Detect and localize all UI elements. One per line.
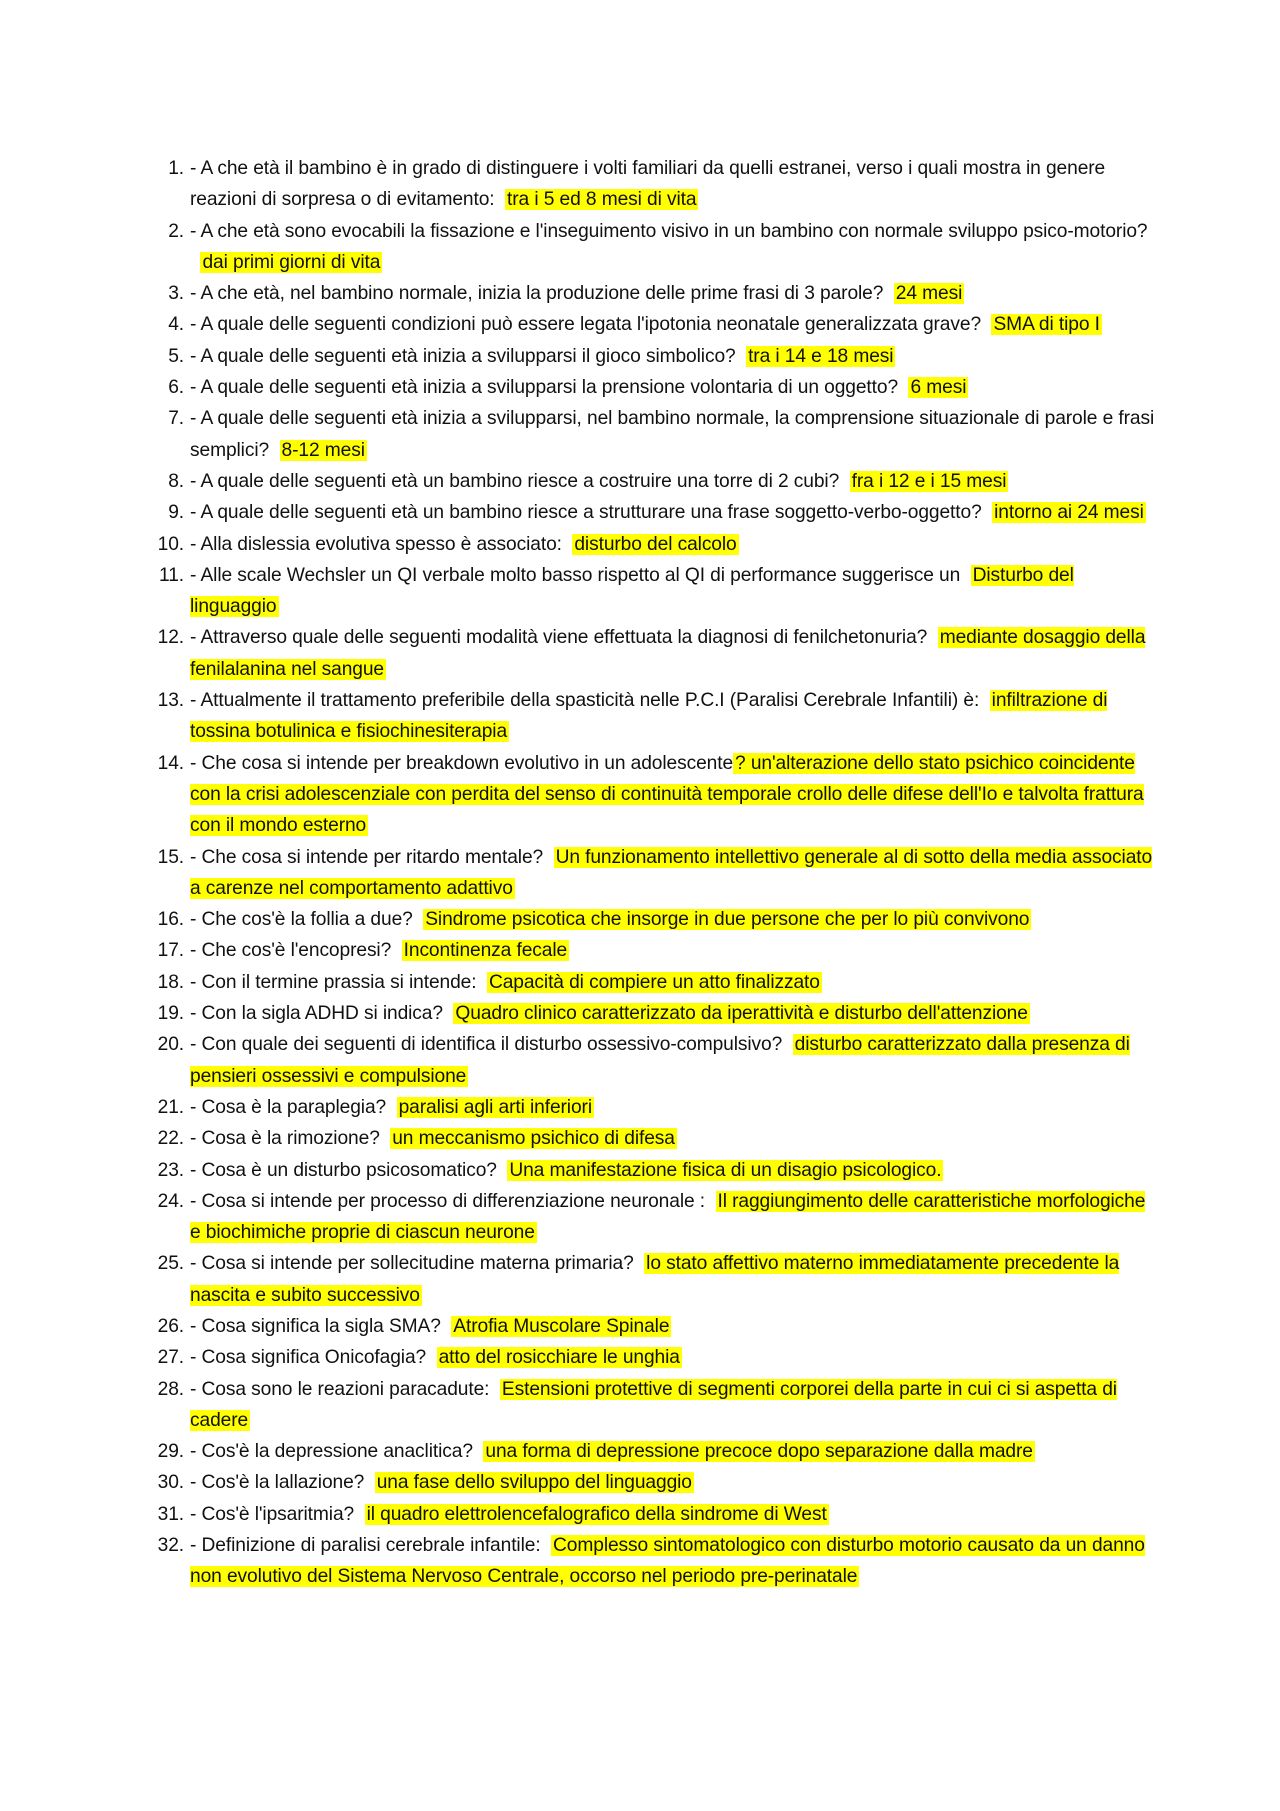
question-text: - Alla dislessia evolutiva spesso è associato:	[190, 533, 562, 555]
question-text: - Cos'è la depressione anaclitica?	[190, 1441, 473, 1463]
question-text: - Cosa è la rimozione?	[190, 1128, 380, 1150]
list-item	[148, 1467, 1158, 1498]
item-number: 22.	[157, 1128, 184, 1150]
question-text: - Attualmente il trattamento preferibile della spasticità nelle P.C.I (Paralisi Cerebrale Infantili) è:	[190, 690, 980, 712]
separator	[426, 1347, 436, 1368]
list-item	[148, 622, 1158, 685]
highlighted-answer: tra i 14 e 18 mesi	[748, 345, 894, 367]
separator	[495, 189, 505, 210]
item-number: 5.	[168, 345, 184, 367]
separator	[541, 1535, 551, 1556]
question-text: - A quale delle seguenti età un bambino riesce a costruire una torre di 2 cubi?	[190, 470, 840, 492]
question-text: - Con quale dei seguenti di identifica il disturbo ossessivo-compulsivo?	[190, 1034, 783, 1056]
list-item	[148, 497, 1158, 528]
separator	[364, 1472, 374, 1493]
highlighted-answer: Quadro clinico caratterizzato da iperattività e disturbo dell'attenzione	[455, 1003, 1028, 1025]
highlighted-answer: dai primi giorni di vita	[202, 251, 381, 273]
list-item	[148, 1186, 1158, 1249]
separator	[736, 346, 746, 367]
list-item	[148, 1155, 1158, 1186]
list-item	[148, 403, 1158, 466]
highlighted-answer: atto del rosicchiare le unghia	[438, 1347, 680, 1369]
highlighted-answer: 8-12 mesi	[281, 439, 365, 461]
item-number: 27.	[157, 1347, 184, 1369]
highlighted-answer: tra i 5 ed 8 mesi di vita	[507, 189, 697, 211]
highlighted-answer: Una manifestazione fisica di un disagio psicologico.	[509, 1159, 942, 1181]
question-text: - Cos'è l'ipsaritmia?	[190, 1503, 355, 1525]
question-text: - A che età sono evocabili la fissazione e l'inseguimento visivo in un bambino con normale sviluppo psico-motorio?	[190, 220, 1148, 242]
list-item	[148, 1374, 1158, 1437]
separator	[473, 1441, 483, 1462]
item-number: 24.	[157, 1190, 184, 1212]
list-item	[148, 278, 1158, 309]
separator	[441, 1316, 451, 1337]
question-text: - Cosa sono le reazioni paracadute:	[190, 1378, 490, 1400]
highlighted-answer: Sindrome psicotica che insorge in due persone che per lo più convivono	[425, 909, 1030, 931]
separator	[391, 940, 401, 961]
list-item	[148, 748, 1158, 842]
highlighted-answer: paralisi agli arti inferiori	[398, 1096, 592, 1118]
list-item	[148, 529, 1158, 560]
item-number: 10.	[157, 533, 184, 555]
list-item	[148, 560, 1158, 623]
list-item	[148, 1123, 1158, 1154]
highlighted-answer: disturbo caratterizzato dalla presenza di pensieri ossessivi e compulsione	[190, 1034, 1130, 1087]
item-number: 6.	[168, 377, 184, 399]
item-number: 4.	[168, 314, 184, 336]
question-text: - Cosa si intende per sollecitudine materna primaria?	[190, 1253, 634, 1275]
item-number: 23.	[157, 1159, 184, 1181]
list-item	[148, 372, 1158, 403]
separator	[634, 1253, 644, 1274]
question-text: - Alle scale Wechsler un QI verbale molto basso rispetto al QI di performance suggerisce un	[190, 564, 961, 586]
highlighted-answer: 24 mesi	[895, 283, 963, 305]
question-text: - Che cos'è l'encopresi?	[190, 940, 392, 962]
list-item	[148, 998, 1158, 1029]
item-number: 21.	[157, 1096, 184, 1118]
list-item	[148, 153, 1158, 216]
item-number: 1.	[168, 158, 184, 179]
separator	[927, 627, 937, 648]
question-text: - A quale delle seguenti età inizia a svilupparsi il gioco simbolico?	[190, 345, 736, 367]
separator	[705, 1191, 715, 1212]
question-text: - Cosa è la paraplegia?	[190, 1096, 387, 1118]
list-item	[148, 1092, 1158, 1123]
item-number: 19.	[157, 1003, 184, 1025]
highlighted-answer: intorno ai 24 mesi	[994, 502, 1144, 524]
separator	[497, 1160, 507, 1181]
list-item	[148, 309, 1158, 340]
item-number: 12.	[157, 627, 184, 649]
question-text: - Cosa significa la sigla SMA?	[190, 1315, 441, 1337]
highlighted-answer: Capacità di compiere un atto finalizzato	[488, 971, 820, 993]
highlighted-answer: Il raggiungimento delle caratteristiche morfologiche e biochimiche proprie di ciascun neurone	[190, 1190, 1146, 1244]
highlighted-answer: Estensioni protettive di segmenti corporei della parte in cui ci si aspetta di cadere	[190, 1378, 1117, 1431]
separator	[960, 565, 970, 586]
list-item	[148, 1436, 1158, 1467]
list-item	[148, 1342, 1158, 1373]
separator	[979, 690, 989, 711]
list-item	[148, 341, 1158, 372]
item-number: 29.	[157, 1441, 184, 1463]
item-number: 16.	[157, 909, 184, 931]
item-number: 18.	[157, 971, 184, 993]
question-text: - A quale delle seguenti età inizia a svilupparsi la prensione volontaria di un oggetto?	[190, 377, 899, 399]
highlighted-answer: mediante dosaggio della fenilalanina nel sangue	[190, 627, 1146, 680]
separator	[883, 283, 893, 304]
highlighted-answer: fra i 12 e i 15 mesi	[851, 470, 1007, 492]
question-text: - Con il termine prassia si intende:	[190, 971, 477, 993]
question-list	[148, 153, 1158, 1593]
list-item	[148, 466, 1158, 497]
highlighted-answer: Disturbo del linguaggio	[190, 564, 1074, 618]
item-number: 3.	[168, 283, 184, 305]
item-number: 11.	[159, 564, 184, 586]
question-text: - Con la sigla ADHD si indica?	[190, 1003, 443, 1025]
item-number: 30.	[157, 1472, 184, 1494]
separator	[981, 314, 991, 335]
item-number: 25.	[157, 1253, 184, 1275]
item-number: 28.	[157, 1378, 184, 1400]
item-number: 9.	[168, 502, 184, 524]
list-item	[148, 967, 1158, 998]
question-text: - A quale delle seguenti età inizia a svilupparsi, nel bambino normale, la comprensione situazionale di parole e frasi semplici?	[190, 408, 1155, 461]
question-text: - A che età, nel bambino normale, inizia la produzione delle prime frasi di 3 parole?	[190, 283, 884, 305]
list-item	[148, 1311, 1158, 1342]
question-text: - A che età il bambino è in grado di distinguere i volti familiari da quelli estranei, verso i quali mostra in genere reazioni di sorpresa o di evitamento:	[190, 158, 1106, 211]
question-text: - A quale delle seguenti condizioni può essere legata l'ipotonia neonatale generalizzata grave?	[190, 314, 982, 336]
highlighted-answer: una fase dello sviluppo del linguaggio	[376, 1472, 692, 1494]
separator	[489, 1379, 499, 1400]
question-text: - Attraverso quale delle seguenti modalità viene effettuata la diagnosi di fenilchetonuria?	[190, 627, 928, 649]
separator	[782, 1034, 792, 1055]
separator	[380, 1128, 390, 1149]
separator	[443, 1003, 453, 1024]
separator	[476, 972, 486, 993]
item-number: 2.	[168, 220, 184, 242]
list-item	[148, 216, 1158, 279]
highlighted-answer: ? un'alterazione dello stato psichico coincidente con la crisi adolescenziale con perdita del senso di continuità temporale crollo delle difese dell'Io e talvolta frattura con il mondo esterno	[190, 752, 1144, 837]
item-number: 15.	[157, 846, 184, 868]
list-item	[148, 1530, 1158, 1593]
question-text: - Che cosa si intende per ritardo mentale?	[190, 846, 544, 868]
item-number: 14.	[157, 752, 184, 774]
list-item	[148, 935, 1158, 966]
question-text: - Cosa è un disturbo psicosomatico?	[190, 1159, 497, 1181]
item-number: 31.	[157, 1503, 184, 1525]
item-number: 32.	[157, 1535, 184, 1557]
list-item	[148, 1029, 1158, 1092]
question-text: - Definizione di paralisi cerebrale infantile:	[190, 1535, 541, 1557]
separator	[839, 471, 849, 492]
highlighted-answer: Atrofia Muscolare Spinale	[453, 1315, 670, 1337]
question-text: - Cos'è la lallazione?	[190, 1472, 365, 1494]
separator	[982, 502, 992, 523]
question-text: - Cosa si intende per processo di differenziazione neuronale :	[190, 1190, 706, 1212]
item-number: 7.	[168, 408, 184, 430]
separator	[898, 377, 908, 398]
highlighted-answer: lo stato affettivo materno immediatamente precedente la nascita e subito successivo	[190, 1253, 1120, 1306]
highlighted-answer: 6 mesi	[910, 377, 967, 399]
item-number: 26.	[157, 1315, 184, 1337]
highlighted-answer: un meccanismo psichico di difesa	[392, 1128, 675, 1150]
highlighted-answer: SMA di tipo I	[993, 314, 1100, 336]
separator	[269, 440, 279, 461]
highlighted-answer: infiltrazione di tossina botulinica e fisiochinesiterapia	[190, 690, 1108, 743]
separator	[190, 252, 200, 273]
list-item	[148, 904, 1158, 935]
item-number: 13.	[157, 690, 184, 712]
question-text: - A quale delle seguenti età un bambino riesce a strutturare una frase soggetto-verbo-oggetto?	[190, 502, 982, 524]
separator	[386, 1097, 396, 1118]
separator	[354, 1504, 364, 1525]
separator	[543, 847, 553, 868]
question-text: - Cosa significa Onicofagia?	[190, 1347, 427, 1369]
list-item	[148, 685, 1158, 748]
highlighted-answer: Incontinenza fecale	[403, 940, 568, 962]
item-number: 8.	[168, 470, 184, 492]
highlighted-answer: una forma di depressione precoce dopo separazione dalla madre	[485, 1441, 1033, 1463]
separator	[562, 534, 572, 555]
list-item	[148, 1248, 1158, 1311]
question-text: - Che cos'è la follia a due?	[190, 909, 413, 931]
item-number: 17.	[157, 940, 184, 962]
highlighted-answer: disturbo del calcolo	[574, 533, 737, 555]
question-text: - Che cosa si intende per breakdown evolutivo in un adolescente	[190, 752, 734, 774]
highlighted-answer: il quadro elettrolencefalografico della sindrome di West	[366, 1503, 827, 1525]
highlighted-answer: Un funzionamento intellettivo generale al di sotto della media associato a carenze nel comportamento adattivo	[190, 846, 1153, 899]
highlighted-answer: Complesso sintomatologico con disturbo motorio causato da un danno non evolutivo del Sistema Nervoso Centrale, occorso nel periodo pre-perinatale	[190, 1535, 1145, 1588]
list-item	[148, 842, 1158, 905]
item-number: 20.	[157, 1034, 184, 1056]
list-item	[148, 1499, 1158, 1530]
separator	[413, 909, 423, 930]
